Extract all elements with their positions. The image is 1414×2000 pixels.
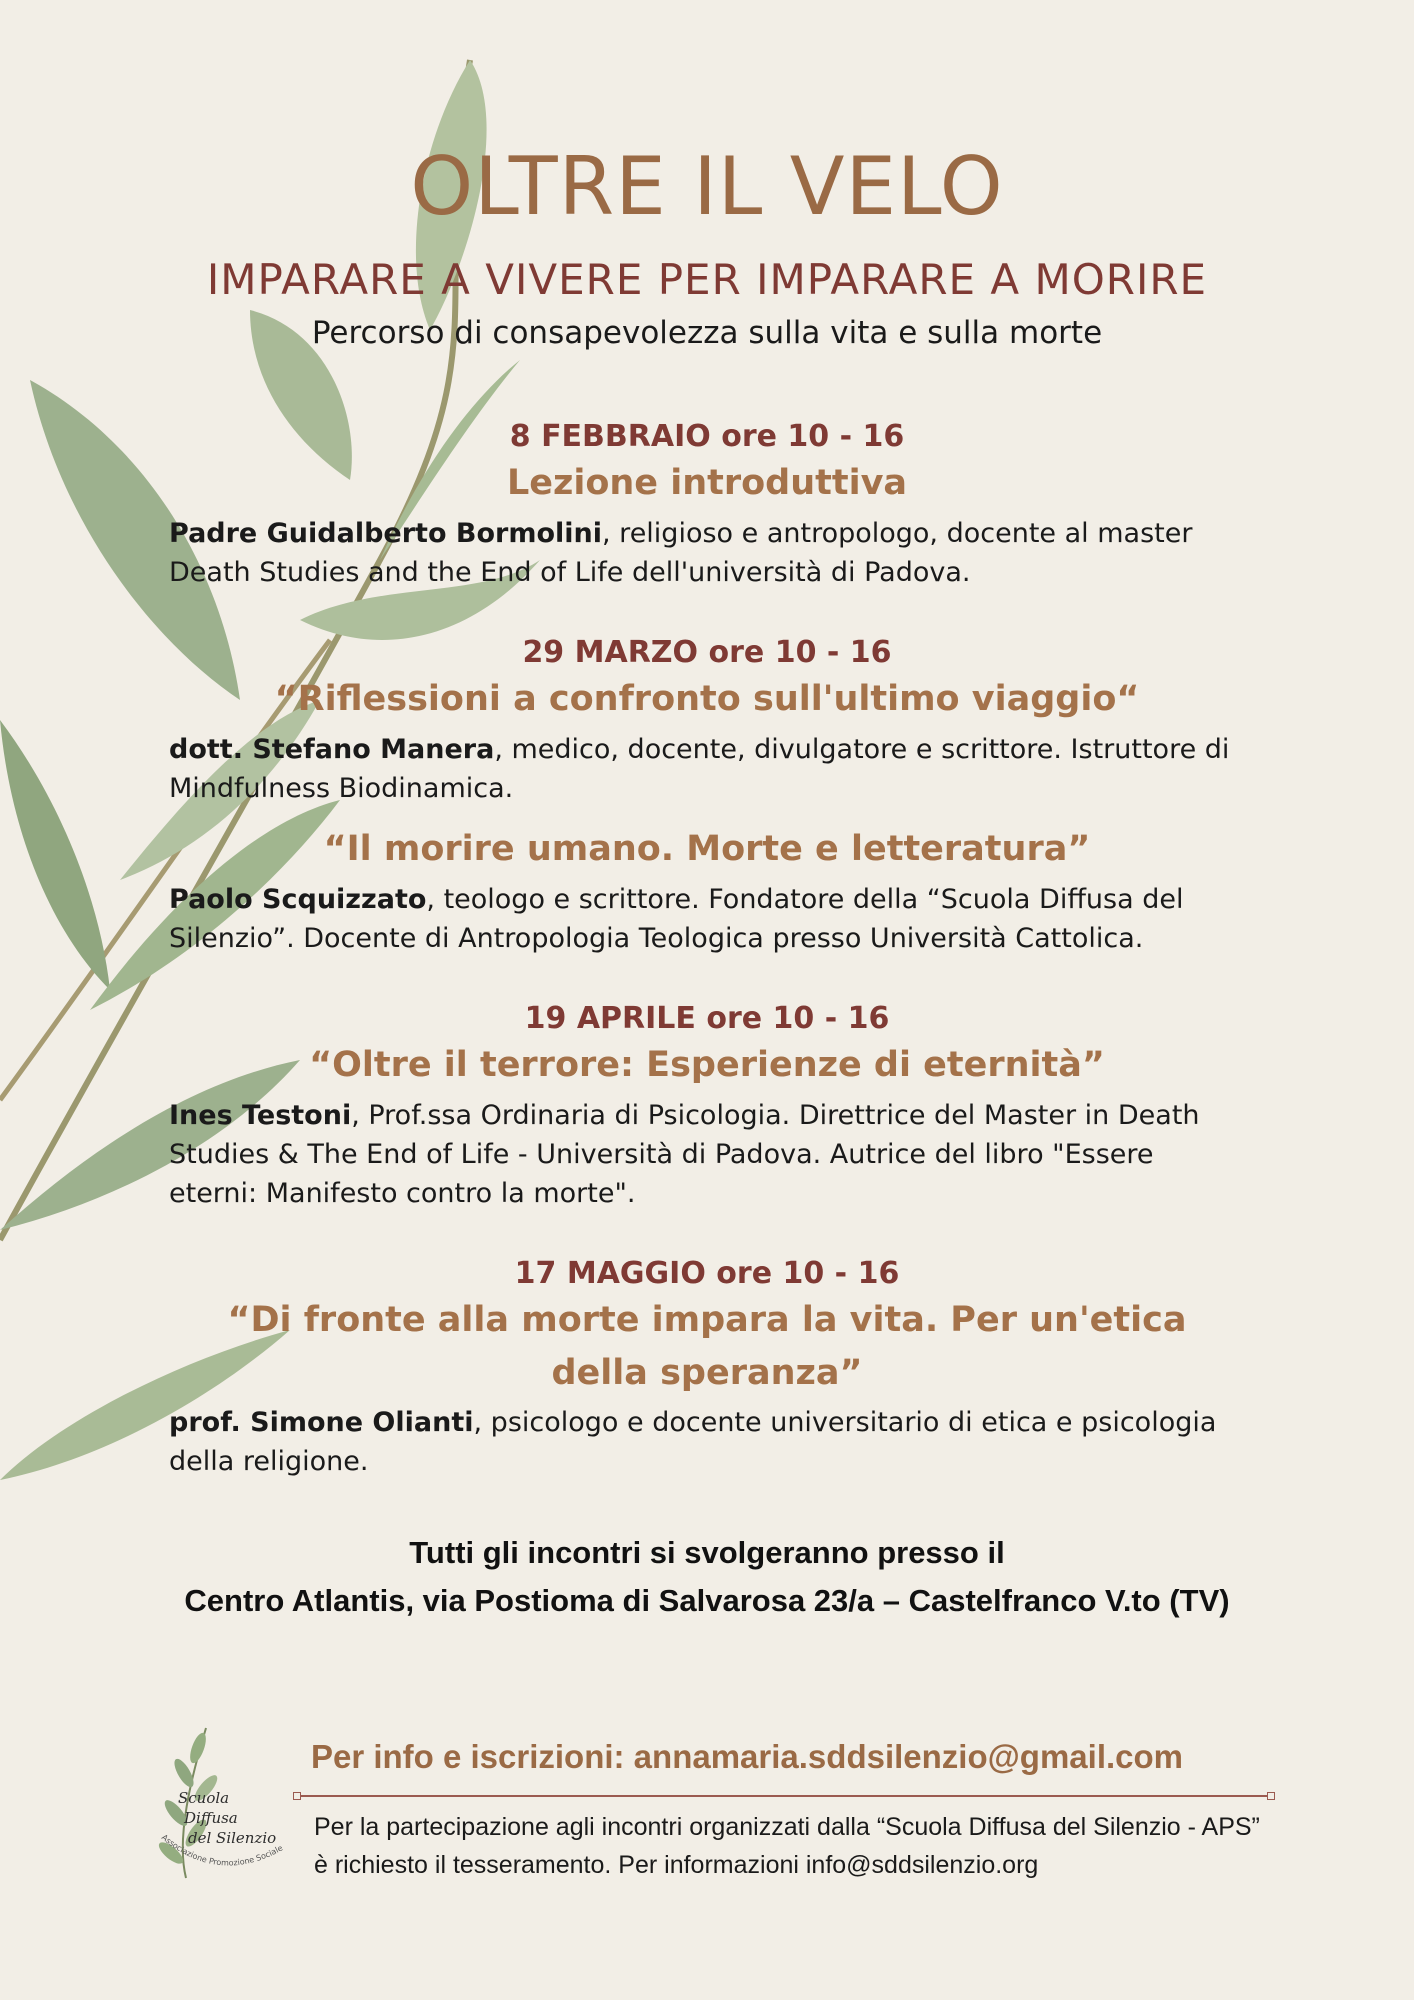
event-speaker-bio [169, 1096, 1249, 1213]
speaker-description: , Prof.ssa Ordinaria di Psicologia. Direttrice del Master in Death Studies & The End of Life - Università di Padova. Autrice del libro "Essere eterni: Manifesto contro la morte". [169, 1100, 1200, 1209]
event-title: “Riflessioni a confronto sull'ultimo viaggio“ [274, 679, 1140, 719]
speaker-name: Paolo Scquizzato [169, 884, 427, 915]
membership-note: Per la partecipazione agli incontri organizzati dalla “Scuola Diffusa del Silenzio - APS” è richiesto il tesseramento. Per informazioni info@sddsilenzio.org [314, 1813, 1260, 1879]
speaker-description: , psicologo e docente universitario di etica e psicologia della religione. [169, 1407, 1217, 1477]
logo-text-line: Diffusa [184, 1809, 238, 1827]
event-speaker-bio [169, 730, 1249, 808]
event-date: 8 FEBBRAIO ore 10 - 16 [509, 419, 905, 454]
speaker-name: prof. Simone Olianti [169, 1407, 474, 1438]
event-title-line: della speranza” [551, 1353, 863, 1393]
event-speaker-bio [169, 1403, 1249, 1481]
logo-text-line: del Silenzio [188, 1829, 277, 1847]
poster-tagline: Percorso di consapevolezza sulla vita e sulla morte [311, 315, 1103, 351]
event-title-line: “Di fronte alla morte impara la vita. Per un'etica [227, 1300, 1187, 1340]
divider-line [297, 1795, 1271, 1797]
venue-address: Centro Atlantis, via Postioma di Salvarosa 23/a – Castelfranco V.to (TV) [184, 1583, 1230, 1618]
speaker-name: Padre Guidalberto Bormolini [169, 518, 603, 549]
poster-title: OLTRE IL VELO [410, 140, 1004, 233]
speaker-description: , teologo e scrittore. Fondatore della “Scuola Diffusa del Silenzio”. Docente di Antropologia Teologica presso Università Cattolica. [169, 884, 1184, 954]
event-speaker-bio [169, 514, 1249, 592]
speaker-name: Ines Testoni [169, 1100, 352, 1131]
venue-line: Tutti gli incontri si svolgeranno presso il [409, 1535, 1005, 1570]
divider-end [293, 1792, 301, 1800]
speaker-description: , medico, docente, divulgatore e scrittore. Istruttore di Mindfulness Biodinamica. [169, 734, 1230, 804]
event-title: “Il morire umano. Morte e letteratura” [323, 829, 1091, 869]
event-date: 17 MAGGIO ore 10 - 16 [514, 1256, 900, 1291]
logo-arc-text: Associazione Promozione Sociale [159, 1832, 285, 1868]
event-title: “Oltre il terrore: Esperienze di eternità” [309, 1045, 1105, 1085]
logo-text-line: Scuola [178, 1789, 230, 1807]
divider-end [1267, 1792, 1275, 1800]
event-date: 29 MARZO ore 10 - 16 [522, 635, 892, 670]
event-speaker-bio [169, 880, 1249, 958]
poster-subtitle: IMPARARE A VIVERE PER IMPARARE A MORIRE [206, 255, 1208, 304]
speaker-name: dott. Stefano Manera [169, 734, 495, 765]
contact-info: Per info e iscrizioni: annamaria.sddsilenzio@gmail.com [310, 1738, 1184, 1775]
event-date: 19 APRILE ore 10 - 16 [524, 1001, 890, 1036]
speaker-description: , religioso e antropologo, docente al master Death Studies and the End of Life dell'università di Padova. [169, 518, 1193, 588]
event-title: Lezione introduttiva [506, 463, 908, 503]
